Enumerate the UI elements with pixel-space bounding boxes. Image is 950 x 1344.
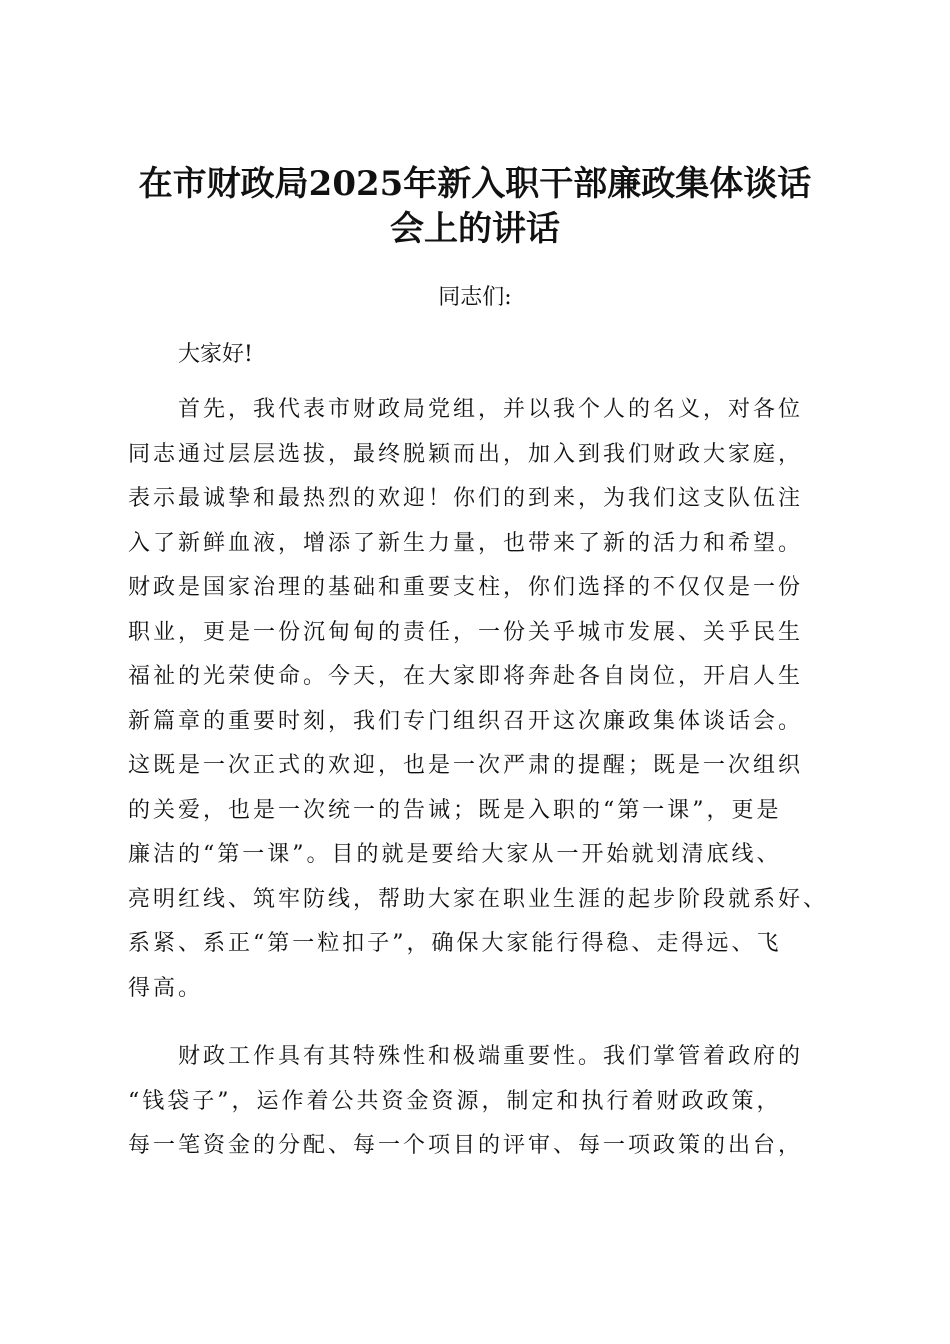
paragraph-line: 每一笔资金的分配、每一个项目的评审、每一项政策的出台，	[128, 1133, 804, 1158]
paragraph-line: “钱袋子”，运作着公共资金资源，制定和执行着财政政策，	[128, 1088, 782, 1114]
paragraph-line: 廉洁的“第一课”。目的就是要给大家从一开始就划清底线、	[128, 842, 782, 867]
title-line-2: 会上的讲话	[390, 209, 560, 249]
paragraph-line: 系紧、系正“第一粒扣子”，确保大家能行得稳、走得远、飞	[128, 931, 782, 956]
paragraph-line: 表示最诚挚和最热烈的欢迎！你们的到来，为我们这支队伍注	[128, 486, 804, 511]
paragraph-line: 财政是国家治理的基础和重要支柱，你们选择的不仅仅是一份	[128, 575, 804, 600]
paragraph-line: 新篇章的重要时刻，我们专门组织召开这次廉政集体谈话会。	[128, 708, 804, 734]
salutation: 同志们:	[438, 285, 512, 310]
paragraph-line: 福祉的光荣使命。今天，在大家即将奔赴各自岗位，开启人生	[128, 664, 804, 689]
paragraph-line: 亮明红线、筑牢防线，帮助大家在职业生涯的起步阶段就系好、	[128, 886, 829, 912]
paragraph-line: 这既是一次正式的欢迎，也是一次严肃的提醒；既是一次组织	[128, 753, 804, 778]
title-line-1: 在市财政局2025年新入职干部廉政集体谈话	[138, 164, 812, 204]
paragraph-line: 同志通过层层选拔，最终脱颖而出，加入到我们财政大家庭，	[128, 441, 804, 467]
greeting: 大家好!	[178, 342, 253, 367]
document-title	[100, 162, 850, 252]
paragraph-line: 入了新鲜血液，增添了新生力量，也带来了新的活力和希望。	[128, 530, 804, 556]
paragraph-line: 职业，更是一份沉甸甸的责任，一份关乎城市发展、关乎民生	[128, 619, 804, 645]
paragraph-line: 得高。	[128, 975, 204, 1001]
body-paragraph-2	[128, 1035, 848, 1169]
paragraph-line: 首先，我代表市财政局党组，并以我个人的名义，对各位	[178, 397, 804, 422]
body-paragraph-1	[128, 388, 848, 1011]
paragraph-line: 财政工作具有其特殊性和极端重要性。我们掌管着政府的	[178, 1044, 804, 1069]
paragraph-line: 的关爱，也是一次统一的告诫；既是入职的“第一课”，更是	[128, 797, 782, 823]
